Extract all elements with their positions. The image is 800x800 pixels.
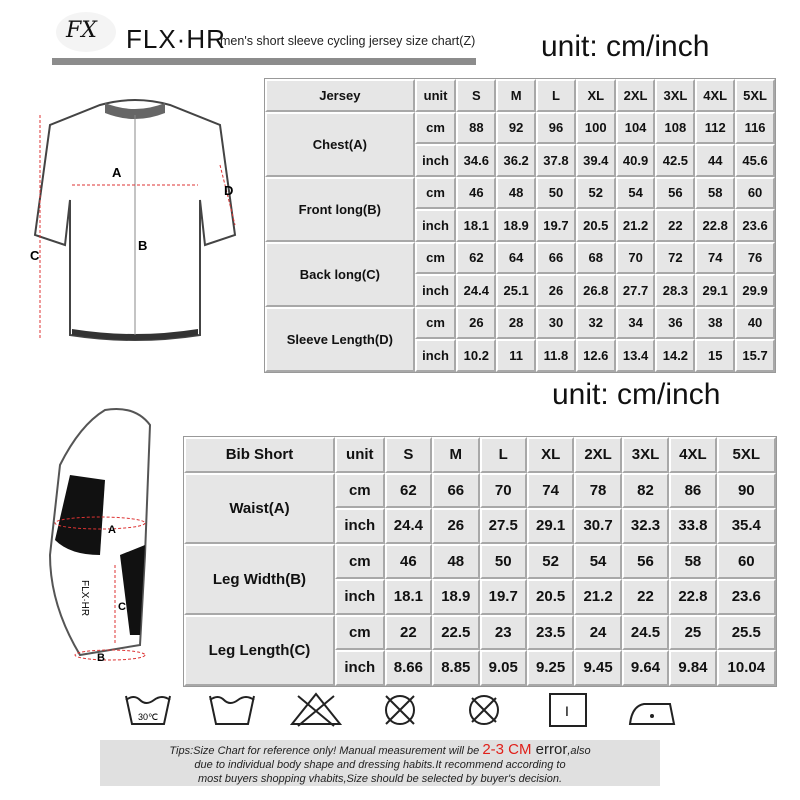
size-value-cell: 52 bbox=[576, 177, 616, 210]
size-value-cell: 56 bbox=[622, 544, 669, 580]
column-header: 4XL bbox=[669, 437, 716, 473]
column-header: 2XL bbox=[616, 79, 656, 112]
table-row bbox=[265, 177, 775, 210]
size-value-cell: 40 bbox=[735, 307, 775, 340]
column-header: unit bbox=[415, 79, 457, 112]
size-value-cell: 58 bbox=[669, 544, 716, 580]
measurement-label: Sleeve Length(D) bbox=[265, 307, 415, 372]
column-header: unit bbox=[335, 437, 385, 473]
size-value-cell: 26.8 bbox=[576, 274, 616, 307]
bib-brand-text: FLX·HR bbox=[79, 580, 90, 617]
table-row bbox=[184, 473, 776, 509]
size-value-cell: 22 bbox=[385, 615, 432, 651]
size-value-cell: 13.4 bbox=[616, 339, 656, 372]
size-value-cell: 9.45 bbox=[574, 650, 621, 686]
brand-logo bbox=[56, 12, 116, 52]
jersey-illustration bbox=[20, 95, 260, 355]
table-row bbox=[184, 615, 776, 651]
column-header: 4XL bbox=[695, 79, 735, 112]
size-value-cell: 25.1 bbox=[496, 274, 536, 307]
size-value-cell: 36.2 bbox=[496, 144, 536, 177]
size-value-cell: 60 bbox=[735, 177, 775, 210]
size-value-cell: 45.6 bbox=[735, 144, 775, 177]
unit-cell: cm bbox=[415, 112, 457, 145]
size-value-cell: 116 bbox=[735, 112, 775, 145]
size-value-cell: 90 bbox=[717, 473, 776, 509]
column-header: L bbox=[480, 437, 527, 473]
size-value-cell: 64 bbox=[496, 242, 536, 275]
size-value-cell: 24.4 bbox=[385, 508, 432, 544]
size-value-cell: 36 bbox=[655, 307, 695, 340]
size-value-cell: 22 bbox=[622, 579, 669, 615]
no-dryclean-icon bbox=[372, 690, 428, 730]
size-value-cell: 22 bbox=[655, 209, 695, 242]
column-header: XL bbox=[527, 437, 574, 473]
size-value-cell: 23.5 bbox=[527, 615, 574, 651]
size-value-cell: 52 bbox=[527, 544, 574, 580]
size-value-cell: 37.8 bbox=[536, 144, 576, 177]
table-row bbox=[265, 112, 775, 145]
table-row bbox=[265, 242, 775, 275]
unit-cell: inch bbox=[335, 579, 385, 615]
size-value-cell: 100 bbox=[576, 112, 616, 145]
size-value-cell: 70 bbox=[616, 242, 656, 275]
column-header: XL bbox=[576, 79, 616, 112]
size-value-cell: 27.7 bbox=[616, 274, 656, 307]
jersey-label-c: C bbox=[30, 248, 40, 263]
size-value-cell: 92 bbox=[496, 112, 536, 145]
size-value-cell: 25 bbox=[669, 615, 716, 651]
unit-cell: inch bbox=[335, 508, 385, 544]
measurement-label: Waist(A) bbox=[184, 473, 335, 544]
column-header: 3XL bbox=[655, 79, 695, 112]
size-value-cell: 14.2 bbox=[655, 339, 695, 372]
size-value-cell: 42.5 bbox=[655, 144, 695, 177]
unit-cell: cm bbox=[335, 544, 385, 580]
size-value-cell: 104 bbox=[616, 112, 656, 145]
size-value-cell: 18.9 bbox=[496, 209, 536, 242]
size-value-cell: 15.7 bbox=[735, 339, 775, 372]
size-value-cell: 86 bbox=[669, 473, 716, 509]
size-value-cell: 9.84 bbox=[669, 650, 716, 686]
size-value-cell: 23 bbox=[480, 615, 527, 651]
size-value-cell: 24 bbox=[574, 615, 621, 651]
jersey-label-b: B bbox=[138, 238, 148, 253]
size-value-cell: 21.2 bbox=[574, 579, 621, 615]
jersey-label-d: D bbox=[224, 183, 234, 198]
size-value-cell: 32 bbox=[576, 307, 616, 340]
size-value-cell: 30 bbox=[536, 307, 576, 340]
size-value-cell: 54 bbox=[574, 544, 621, 580]
size-value-cell: 18.1 bbox=[456, 209, 496, 242]
bib-label-b: B bbox=[97, 652, 105, 664]
column-header: S bbox=[456, 79, 496, 112]
tips-line2: due to individual body shape and dressing habits.It recommend according to bbox=[194, 759, 566, 771]
size-value-cell: 82 bbox=[622, 473, 669, 509]
unit-cell: cm bbox=[335, 615, 385, 651]
size-value-cell: 26 bbox=[536, 274, 576, 307]
size-value-cell: 29.9 bbox=[735, 274, 775, 307]
size-value-cell: 44 bbox=[695, 144, 735, 177]
size-value-cell: 28 bbox=[496, 307, 536, 340]
size-value-cell: 70 bbox=[480, 473, 527, 509]
header-row bbox=[265, 79, 775, 112]
size-value-cell: 11 bbox=[496, 339, 536, 372]
svg-text:30℃: 30℃ bbox=[138, 712, 159, 722]
size-value-cell: 29.1 bbox=[527, 508, 574, 544]
measurement-label: Chest(A) bbox=[265, 112, 415, 177]
hand-wash-icon bbox=[204, 690, 260, 730]
wash-30-icon bbox=[120, 690, 176, 730]
size-value-cell: 54 bbox=[616, 177, 656, 210]
unit-cell: cm bbox=[415, 307, 457, 340]
size-value-cell: 21.2 bbox=[616, 209, 656, 242]
bib-illustration bbox=[40, 405, 180, 670]
size-value-cell: 18.1 bbox=[385, 579, 432, 615]
unit-cell: cm bbox=[335, 473, 385, 509]
size-value-cell: 20.5 bbox=[527, 579, 574, 615]
size-value-cell: 9.25 bbox=[527, 650, 574, 686]
size-value-cell: 26 bbox=[432, 508, 479, 544]
size-value-cell: 34 bbox=[616, 307, 656, 340]
bib-short-size-table bbox=[183, 436, 777, 687]
size-value-cell: 38 bbox=[695, 307, 735, 340]
size-value-cell: 15 bbox=[695, 339, 735, 372]
unit-cell: inch bbox=[415, 339, 457, 372]
unit-cell: inch bbox=[335, 650, 385, 686]
size-value-cell: 39.4 bbox=[576, 144, 616, 177]
tips-note bbox=[100, 740, 660, 786]
line-dry-icon bbox=[540, 690, 596, 730]
size-value-cell: 22.8 bbox=[695, 209, 735, 242]
size-value-cell: 66 bbox=[536, 242, 576, 275]
size-value-cell: 19.7 bbox=[536, 209, 576, 242]
brand-name: FLX·HR bbox=[126, 24, 226, 54]
svg-text:I: I bbox=[565, 703, 569, 719]
bib-label-c: C bbox=[118, 601, 126, 613]
size-value-cell: 112 bbox=[695, 112, 735, 145]
column-header: 3XL bbox=[622, 437, 669, 473]
measurement-label: Back long(C) bbox=[265, 242, 415, 307]
size-value-cell: 34.6 bbox=[456, 144, 496, 177]
size-value-cell: 108 bbox=[655, 112, 695, 145]
size-value-cell: 32.3 bbox=[622, 508, 669, 544]
logo-text: FX bbox=[66, 18, 97, 43]
size-value-cell: 46 bbox=[385, 544, 432, 580]
bib-label-a: A bbox=[108, 524, 116, 536]
size-value-cell: 8.66 bbox=[385, 650, 432, 686]
size-value-cell: 96 bbox=[536, 112, 576, 145]
column-header: L bbox=[536, 79, 576, 112]
size-value-cell: 11.8 bbox=[536, 339, 576, 372]
tips-line1-end: ,also bbox=[567, 745, 591, 757]
size-value-cell: 46 bbox=[456, 177, 496, 210]
size-value-cell: 74 bbox=[527, 473, 574, 509]
header-divider bbox=[52, 58, 476, 65]
measurement-label: Leg Length(C) bbox=[184, 615, 335, 686]
error-range: 2-3 CM bbox=[482, 741, 532, 758]
size-value-cell: 28.3 bbox=[655, 274, 695, 307]
unit-cell: cm bbox=[415, 177, 457, 210]
column-header: Bib Short bbox=[184, 437, 335, 473]
size-value-cell: 78 bbox=[574, 473, 621, 509]
header-row bbox=[184, 437, 776, 473]
jersey-size-table bbox=[264, 78, 776, 373]
size-value-cell: 33.8 bbox=[669, 508, 716, 544]
column-header: 2XL bbox=[574, 437, 621, 473]
tips-line1: Tips:Size Chart for reference only! Manual measurement will be bbox=[169, 745, 483, 757]
size-value-cell: 22.5 bbox=[432, 615, 479, 651]
column-header: S bbox=[385, 437, 432, 473]
care-icons bbox=[120, 690, 680, 732]
column-header: 5XL bbox=[735, 79, 775, 112]
iron-low-icon bbox=[624, 690, 680, 730]
no-bleach-icon bbox=[288, 690, 344, 730]
table-row bbox=[184, 544, 776, 580]
bib-unit-label: unit: cm/inch bbox=[552, 378, 721, 411]
size-value-cell: 29.1 bbox=[695, 274, 735, 307]
unit-cell: cm bbox=[415, 242, 457, 275]
no-tumble-dry-icon bbox=[456, 690, 512, 730]
size-value-cell: 40.9 bbox=[616, 144, 656, 177]
size-value-cell: 72 bbox=[655, 242, 695, 275]
jersey-label-a: A bbox=[112, 165, 122, 180]
size-value-cell: 50 bbox=[480, 544, 527, 580]
size-value-cell: 62 bbox=[456, 242, 496, 275]
size-value-cell: 88 bbox=[456, 112, 496, 145]
column-header: M bbox=[496, 79, 536, 112]
size-value-cell: 74 bbox=[695, 242, 735, 275]
measurement-label: Front long(B) bbox=[265, 177, 415, 242]
size-value-cell: 58 bbox=[695, 177, 735, 210]
error-word: error bbox=[531, 741, 568, 758]
size-value-cell: 9.05 bbox=[480, 650, 527, 686]
size-value-cell: 25.5 bbox=[717, 615, 776, 651]
size-value-cell: 24.5 bbox=[622, 615, 669, 651]
tips-line3: most buyers shopping vhabits,Size should be selected by buyer's decision. bbox=[197, 773, 563, 785]
chart-title: men's short sleeve cycling jersey size chart(Z) bbox=[220, 34, 476, 48]
size-value-cell: 56 bbox=[655, 177, 695, 210]
size-value-cell: 30.7 bbox=[574, 508, 621, 544]
size-value-cell: 8.85 bbox=[432, 650, 479, 686]
size-value-cell: 24.4 bbox=[456, 274, 496, 307]
column-header: Jersey bbox=[265, 79, 415, 112]
size-value-cell: 10.2 bbox=[456, 339, 496, 372]
measurement-label: Leg Width(B) bbox=[184, 544, 335, 615]
unit-cell: inch bbox=[415, 144, 457, 177]
column-header: 5XL bbox=[717, 437, 776, 473]
unit-cell: inch bbox=[415, 209, 457, 242]
size-value-cell: 62 bbox=[385, 473, 432, 509]
size-value-cell: 20.5 bbox=[576, 209, 616, 242]
size-value-cell: 9.64 bbox=[622, 650, 669, 686]
size-value-cell: 76 bbox=[735, 242, 775, 275]
size-value-cell: 66 bbox=[432, 473, 479, 509]
size-value-cell: 19.7 bbox=[480, 579, 527, 615]
header bbox=[52, 10, 476, 58]
column-header: M bbox=[432, 437, 479, 473]
size-value-cell: 12.6 bbox=[576, 339, 616, 372]
size-value-cell: 26 bbox=[456, 307, 496, 340]
size-value-cell: 50 bbox=[536, 177, 576, 210]
size-value-cell: 23.6 bbox=[735, 209, 775, 242]
size-value-cell: 35.4 bbox=[717, 508, 776, 544]
jersey-unit-label: unit: cm/inch bbox=[541, 30, 710, 63]
size-value-cell: 18.9 bbox=[432, 579, 479, 615]
size-value-cell: 27.5 bbox=[480, 508, 527, 544]
table-row bbox=[265, 307, 775, 340]
unit-cell: inch bbox=[415, 274, 457, 307]
size-value-cell: 48 bbox=[496, 177, 536, 210]
size-value-cell: 60 bbox=[717, 544, 776, 580]
size-value-cell: 10.04 bbox=[717, 650, 776, 686]
size-value-cell: 22.8 bbox=[669, 579, 716, 615]
size-value-cell: 48 bbox=[432, 544, 479, 580]
size-value-cell: 23.6 bbox=[717, 579, 776, 615]
size-value-cell: 68 bbox=[576, 242, 616, 275]
